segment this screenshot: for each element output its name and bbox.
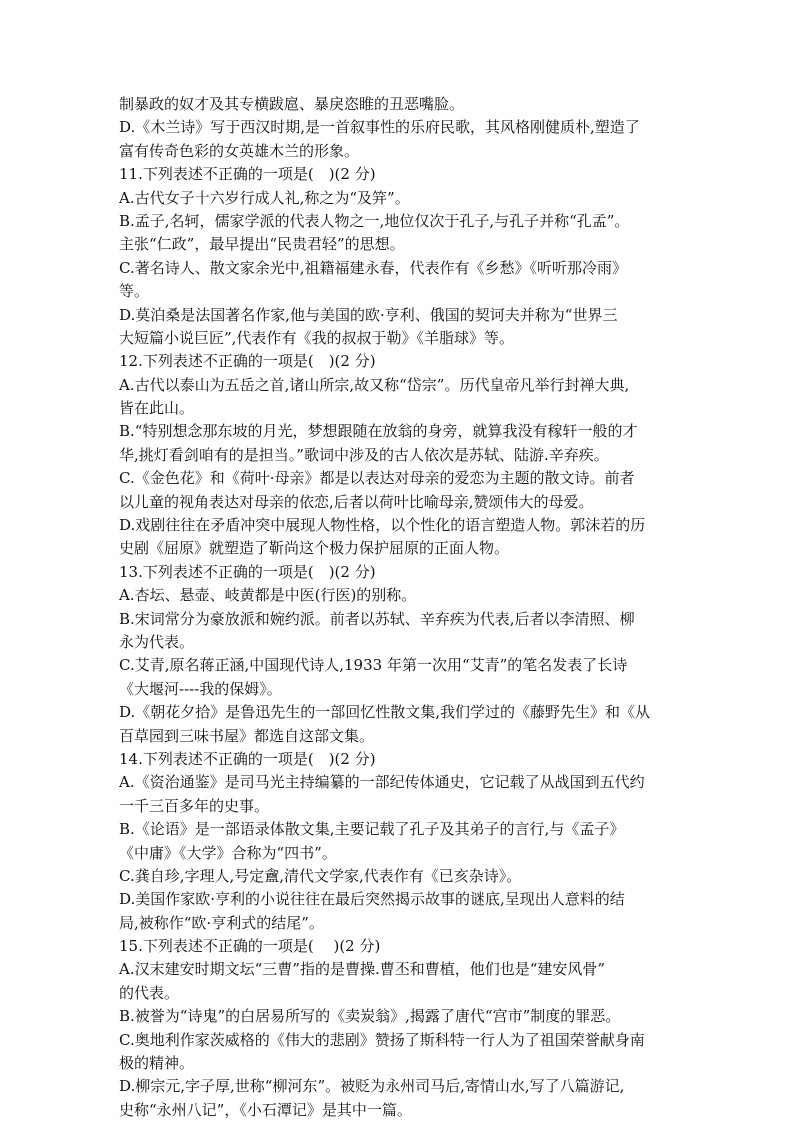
question-15-option-d: D.柳宗元,字子厚,世称“柳河东”。被贬为永州司马后,寄情山水,写了八篇游记, xyxy=(119,1077,625,1096)
document-body xyxy=(119,93,679,1122)
text-line: 史剧《屈原》就塑造了靳尚这个极力保护屈原的正面人物。 xyxy=(119,539,510,558)
question-15-option-b: B.被誉为“诗鬼”的白居易所写的《卖炭翁》,揭露了唐代“宫市”制度的罪恶。 xyxy=(119,1007,621,1026)
question-15-option-a: A.汉末建安时期文坛“三曹”指的是曹操.曹丕和曹植，他们也是“建安风骨” xyxy=(119,960,606,979)
text-line: 的代表。 xyxy=(119,983,180,1002)
text-line: 主张“仁政”，最早提出“民贵君轻”的思想。 xyxy=(119,235,405,254)
question-11-option-d: D.莫泊桑是法国著名作家,他与美国的欧·亨利、俄国的契诃夫并称为“世界三 xyxy=(119,305,618,324)
question-11-option-c: C.著名诗人、散文家余光中,祖籍福建永春，代表作有《乡愁》《听听那冷雨》 xyxy=(119,258,627,277)
text-line: 大短篇小说巨匠”,代表作有《我的叔叔于勒》《羊脂球》等。 xyxy=(119,328,514,347)
text-line: 以儿童的视角表达对母亲的依恋,后者以荷叶比喻母亲,赞颂伟大的母爱。 xyxy=(119,492,594,511)
text-line: 皆在此山。 xyxy=(119,399,195,418)
question-12-option-a: A.古代以泰山为五岳之首,诸山所宗,故又称“岱宗”。历代皇帝凡举行封禅大典, xyxy=(119,375,630,394)
text-line: 制暴政的奴才及其专横跋扈、暴戾恣睢的丑恶嘴脸。 xyxy=(119,95,465,113)
option-d-line: D.《木兰诗》写于西汉时期,是一首叙事性的乐府民歌，其风格刚健质朴,塑造了 xyxy=(119,118,640,137)
question-15-stem: 15.下列表述不正确的一项是( )(2 分) xyxy=(119,937,381,956)
text-line: 百草园到三味书屋》都选自这部文集。 xyxy=(119,726,375,745)
text-line: 《中庸》《大学》合称为“四书”。 xyxy=(119,843,337,862)
text-line: 一千三百多年的史事。 xyxy=(119,796,270,815)
question-14-option-b: B.《论语》是一部语录体散文集,主要记载了孔子及其弟子的言行,与《孟子》 xyxy=(119,820,625,839)
question-14-stem: 14.下列表述不正确的一项是( )(2 分) xyxy=(119,749,376,768)
question-13-option-b: B.宋词常分为豪放派和婉约派。前者以苏轼、辛弃疾为代表,后者以李清照、柳 xyxy=(119,609,635,628)
question-13-stem: 13.下列表述不正确的一项是( )(2 分) xyxy=(119,562,376,581)
question-12-option-c: C.《金色花》和《荷叶·母亲》都是以表达对母亲的爱恋为主题的散文诗。前者 xyxy=(119,469,635,488)
question-11-stem: 11.下列表述不正确的一项是( )(2 分) xyxy=(119,165,376,184)
question-13-option-d: D.《朝花夕拾》是鲁迅先生的一部回忆性散文集,我们学过的《藤野先生》和《从 xyxy=(119,703,651,722)
question-11-option-b: B.孟子,名轲，儒家学派的代表人物之一,地位仅次于孔子,与孔子并称“孔孟”。 xyxy=(119,211,630,230)
question-14-option-a: A.《资治通鉴》是司马光主持编纂的一部纪传体通史，它记载了从战国到五代约 xyxy=(119,773,645,792)
text-line: 华,挑灯看剑咱有的是担当。”歌词中涉及的古人依次是苏轼、陆游.辛弃疾。 xyxy=(119,445,609,464)
text-line: 《大堰河----我的保姆》。 xyxy=(119,679,282,698)
question-13-option-a: A.杏坛、悬壶、岐黄都是中医(行医)的别称。 xyxy=(119,586,417,605)
text-line: 永为代表。 xyxy=(119,632,195,651)
question-12-option-b: B.“特别想念那东坡的月光，梦想跟随在放翁的身旁，就算我没有稼轩一般的才 xyxy=(119,422,638,441)
question-12-stem: 12.下列表述不正确的一项是( )(2 分) xyxy=(119,352,376,371)
text-line: 等。 xyxy=(119,282,150,301)
question-15-option-c: C.奥地利作家茨威格的《伟大的悲剧》赞扬了斯科特一行人为了祖国荣誉献身南 xyxy=(119,1030,645,1049)
text-line: 局,被称作“欧·亨利式的结尾”。 xyxy=(119,913,324,932)
text-line: 史称“永州八记”，《小石潭记》是其中一篇。 xyxy=(119,1100,412,1119)
question-12-option-d: D.戏剧往往在矛盾冲突中展现人物性格，以个性化的语言塑造人物。郭沫若的历 xyxy=(119,516,646,535)
question-14-option-c: C.龚自珍,字理人,号定盦,清代文学家,代表作有《已亥杂诗》。 xyxy=(119,866,522,885)
question-11-option-a: A.古代女子十六岁行成人礼,称之为“及笄”。 xyxy=(119,188,410,207)
text-line: 极的精神。 xyxy=(119,1054,195,1073)
text-line: 富有传奇色彩的女英雄木兰的形象。 xyxy=(119,141,360,160)
question-13-option-c: C.艾青,原名蒋正涵,中国现代诗人,1933 年第一次用“艾青”的笔名发表了长诗 xyxy=(119,656,628,675)
question-14-option-d: D.美国作家欧·亨利的小说往往在最后突然揭示故事的谜底,呈现出人意料的结 xyxy=(119,890,625,909)
